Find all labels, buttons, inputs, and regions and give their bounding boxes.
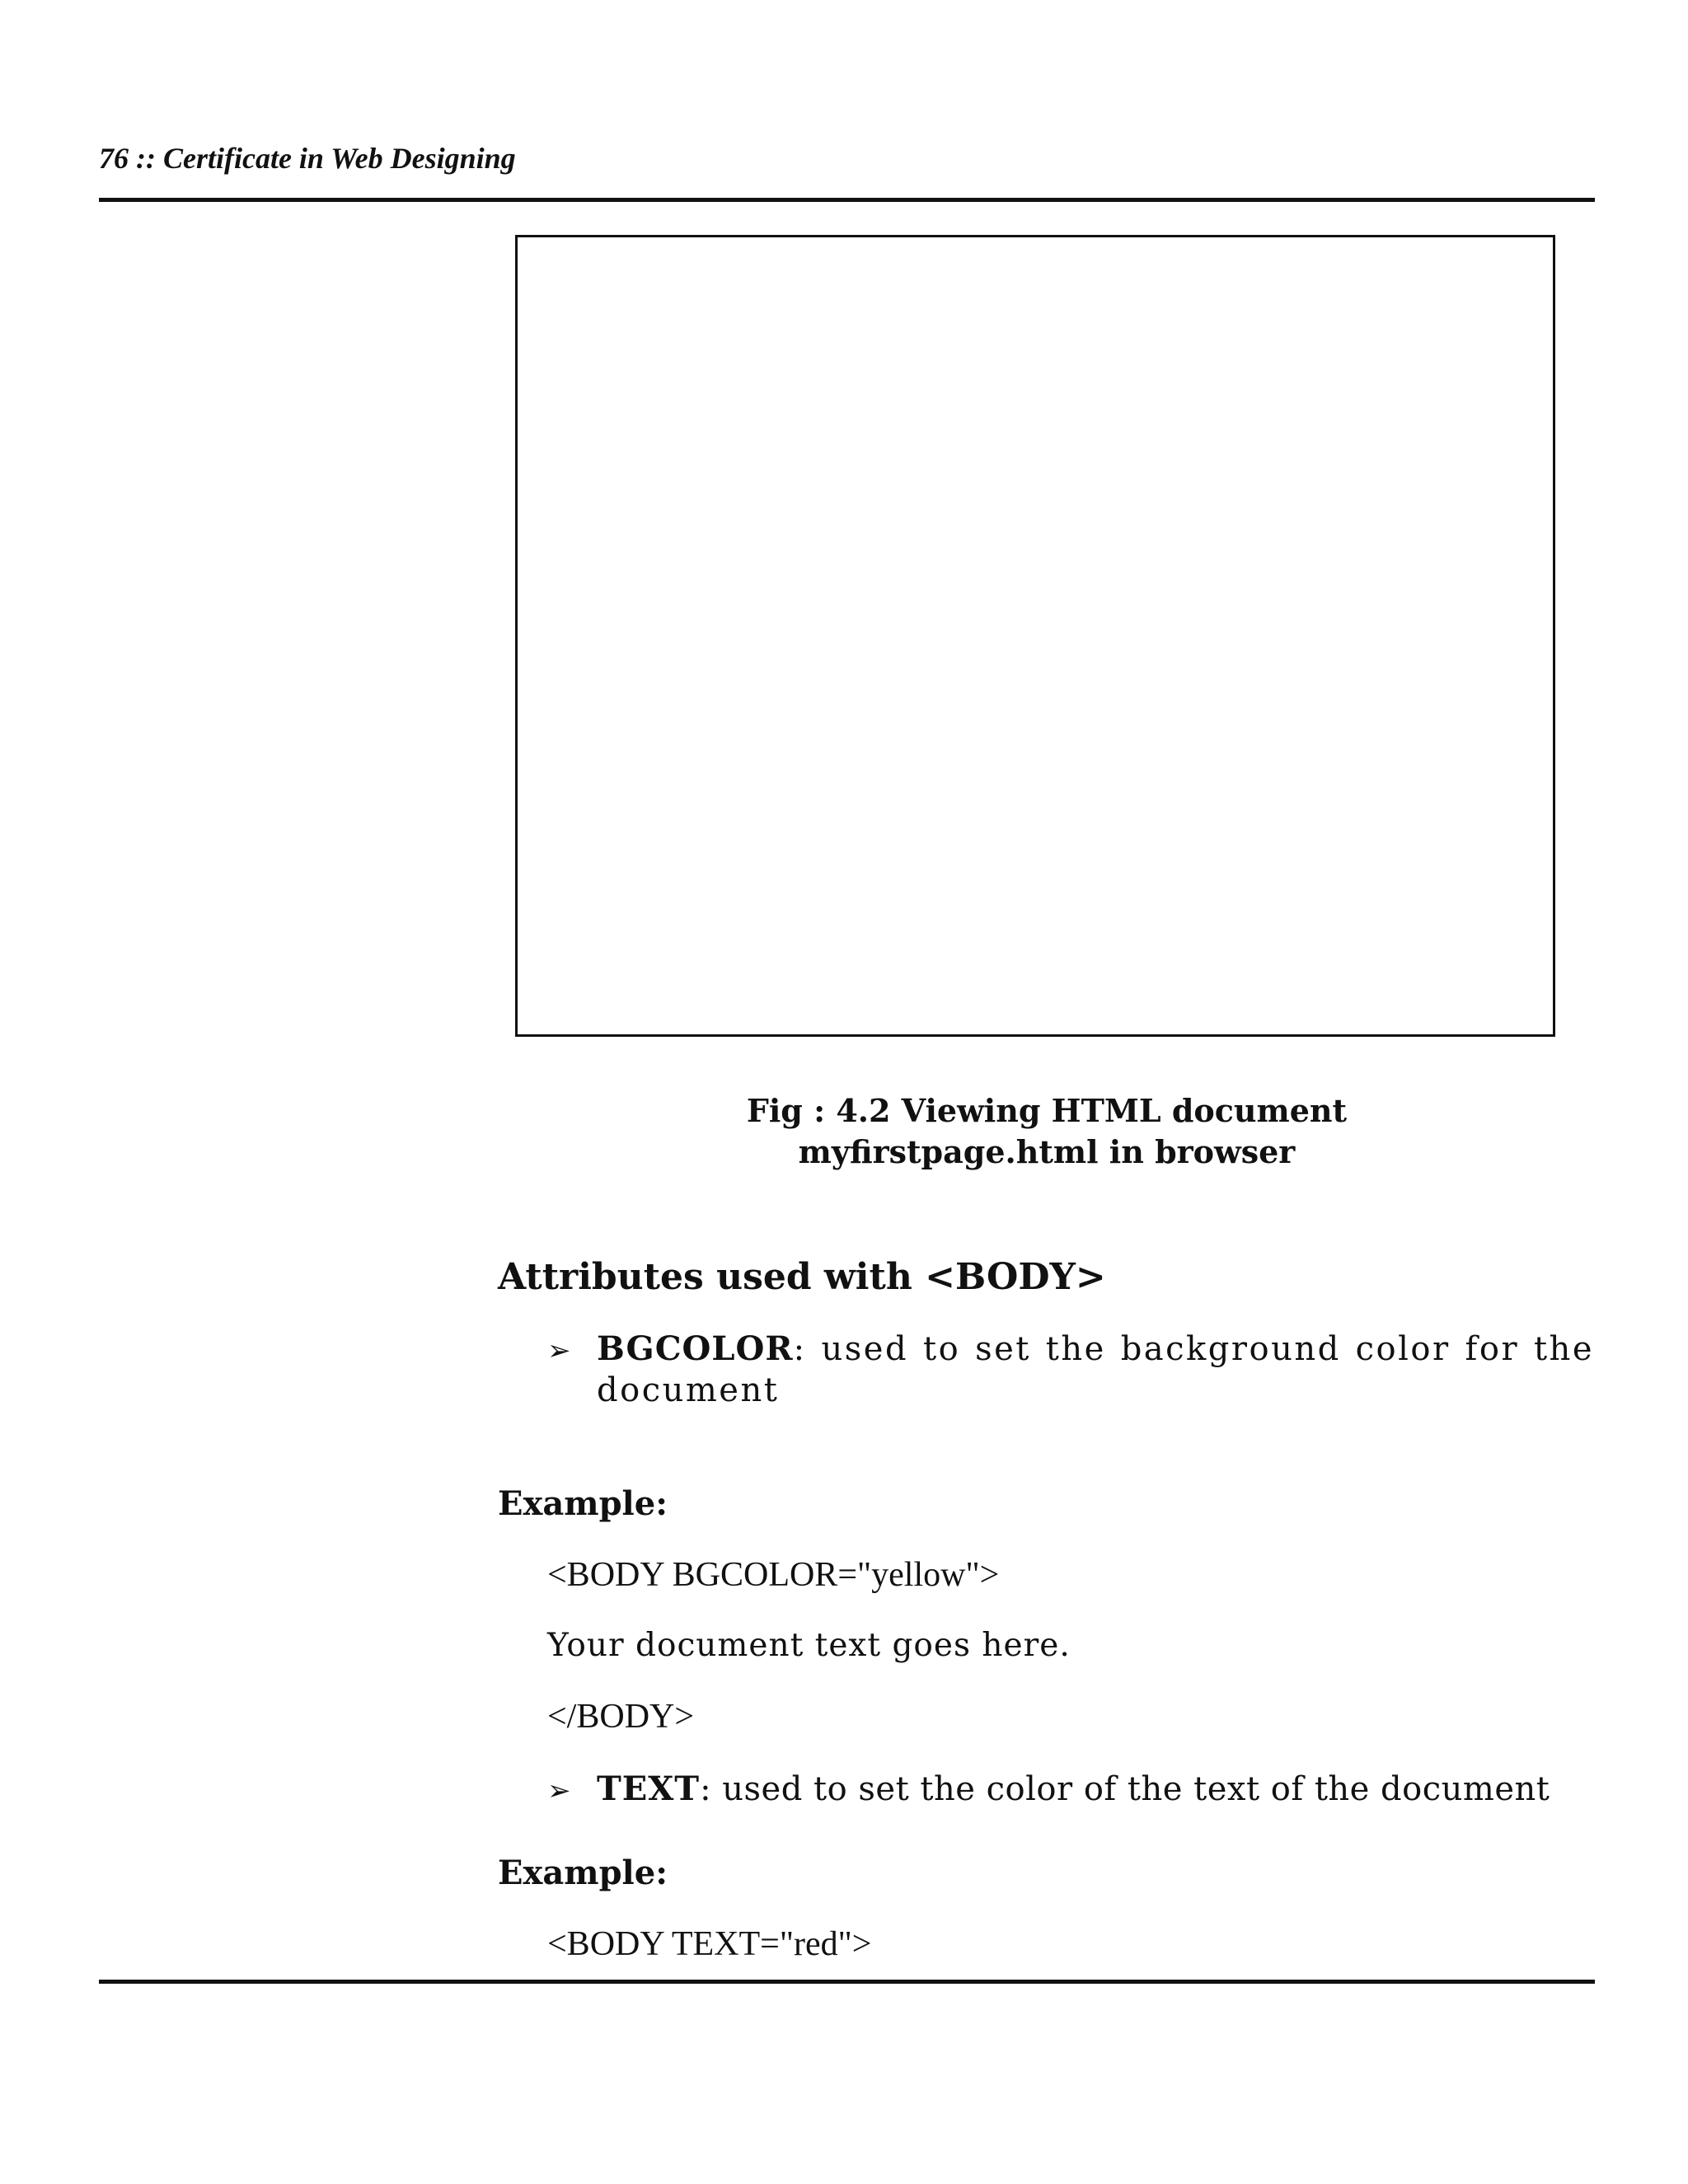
bgcolor-term: BGCOLOR [597,1329,794,1368]
header-rule [99,198,1595,202]
bgcolor-description: : used to set the background color for the document [597,1330,1594,1409]
example-1-code-line-1: <BODY BGCOLOR="yellow"> [547,1556,1000,1594]
figure-caption-line-2: myfirstpage.html in browser [798,1133,1296,1170]
example-1-code-line-3: </BODY> [547,1698,695,1736]
bgcolor-bullet-item [547,1329,1594,1409]
figure-frame [515,235,1555,1037]
example-2-code-line-1: <BODY TEXT="red"> [547,1925,872,1963]
text-bullet-item [547,1769,1594,1811]
arrow-bullet-icon: ➢ [547,1774,571,1807]
example-label-2: Example: [498,1854,668,1892]
text-description: : used to set the color of the text of the document [700,1770,1550,1808]
figure-caption-line-1: Fig : 4.2 Viewing HTML document [746,1092,1348,1129]
section-heading: Attributes used with <BODY> [498,1256,1106,1298]
text-term: TEXT [597,1769,701,1808]
example-label-1: Example: [498,1484,668,1523]
example-1-code-line-2: Your document text goes here. [547,1627,1071,1664]
footer-rule [99,1980,1595,1984]
bgcolor-bullet-text [597,1329,1594,1411]
running-head: 76 :: Certificate in Web Designing [99,142,516,175]
text-bullet-text [597,1769,1594,1810]
arrow-bullet-icon: ➢ [547,1334,571,1367]
